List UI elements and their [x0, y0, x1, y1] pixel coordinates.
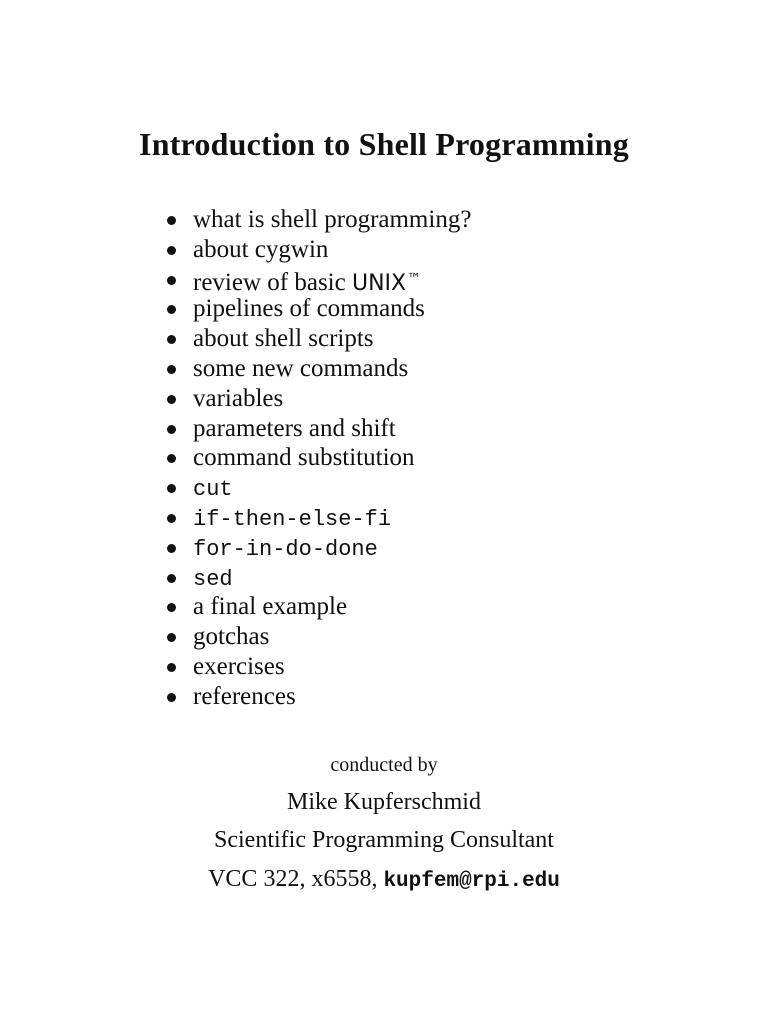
topic-text: references: [193, 682, 296, 710]
topic-text: about shell scripts: [193, 325, 374, 353]
list-item: [163, 563, 471, 593]
presenter-name: Mike Kupferschmid: [287, 789, 481, 815]
bullet-icon: [167, 276, 176, 285]
bullet-icon: [167, 574, 176, 583]
bullet-icon: [167, 663, 176, 672]
contact-line: [0, 863, 768, 898]
presenter-role: Scientific Programming Consultant: [214, 827, 554, 853]
topic-text: what is shell programming?: [193, 206, 472, 233]
bullet-icon: [167, 633, 176, 642]
page-title: Introduction to Shell Programming: [139, 126, 629, 162]
conducted-by-label: conducted by: [330, 754, 438, 776]
unix-label: UNIX: [351, 270, 407, 296]
office-info: VCC 322, x6558,: [208, 866, 384, 892]
list-item: [163, 354, 471, 384]
bullet-icon: [167, 454, 176, 463]
list-item: [163, 533, 471, 563]
topic-text: pipelines of commands: [193, 295, 425, 323]
list-item: [163, 503, 471, 533]
list-item: [163, 235, 471, 265]
bullet-icon: [167, 603, 176, 612]
list-item: [163, 443, 471, 473]
topic-text: command substitution: [193, 444, 415, 472]
topic-text: some new commands: [193, 354, 409, 382]
topic-list: [163, 205, 471, 712]
bullet-icon: [167, 216, 176, 225]
bullet-icon: [167, 305, 176, 314]
list-item: [163, 294, 471, 324]
bullet-icon: [167, 395, 176, 404]
list-item: [163, 265, 471, 295]
list-item: [163, 473, 471, 503]
trademark-symbol: ™: [407, 270, 422, 287]
list-item: [163, 682, 471, 712]
topic-text: review of basic: [193, 268, 352, 296]
list-item: [163, 652, 471, 682]
list-item: [163, 592, 471, 622]
bullet-icon: [167, 425, 176, 434]
topic-code: if-then-else-fi: [193, 506, 392, 532]
topic-code: sed: [193, 566, 233, 592]
topic-code: for-in-do-done: [193, 536, 378, 562]
bullet-icon: [167, 693, 176, 702]
topic-text: exercises: [193, 652, 285, 680]
topic-text: about cygwin: [193, 235, 329, 263]
bullet-icon: [167, 484, 176, 493]
bullet-icon: [167, 365, 176, 374]
topic-code: cut: [193, 477, 233, 503]
bullet-icon: [167, 246, 176, 255]
list-item: [163, 622, 471, 652]
topic-text: gotchas: [193, 623, 270, 651]
list-item: [163, 324, 471, 354]
list-item: [163, 384, 471, 414]
bullet-icon: [167, 514, 176, 523]
email-address: kupfem@rpi.edu: [383, 870, 560, 893]
list-item: [163, 205, 471, 235]
bullet-icon: [167, 544, 176, 553]
bullet-icon: [167, 335, 176, 344]
list-item: [163, 414, 471, 444]
topic-text: variables: [193, 384, 284, 412]
topic-text: parameters and shift: [193, 414, 396, 442]
topic-text: a final example: [193, 593, 348, 621]
